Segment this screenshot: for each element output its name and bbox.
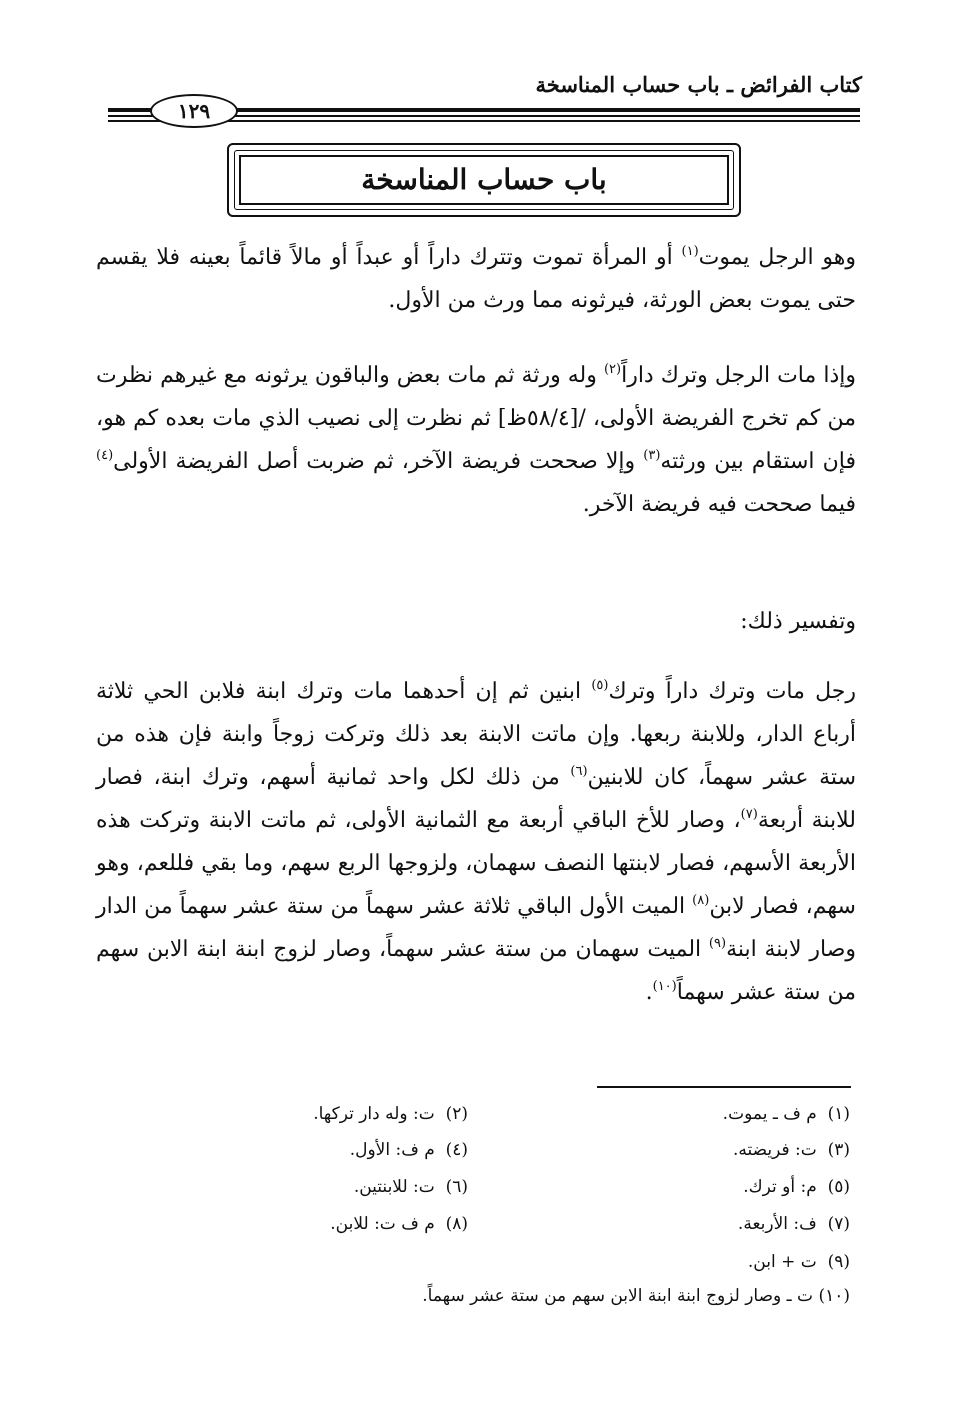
- footnote-text: ت + ابن.: [747, 1252, 817, 1272]
- footnote-ref-3[interactable]: (٣): [643, 448, 661, 463]
- footnote-text: م ف ـ يموت.: [722, 1104, 817, 1124]
- footnote-text: ت: فريضته.: [733, 1140, 817, 1160]
- text-span: .: [645, 980, 653, 1005]
- paragraph-2: [96, 354, 856, 526]
- footnote-ref-8[interactable]: (٨): [692, 893, 710, 908]
- footnote-number: (٣): [827, 1140, 850, 1160]
- footnote-number: (١٠): [818, 1286, 850, 1306]
- footnote-10: [422, 1284, 850, 1308]
- footnote-number: (٦): [445, 1177, 468, 1197]
- text-span: وهو الرجل يموت: [698, 245, 856, 270]
- footnote-9: [748, 1250, 850, 1274]
- footnote-4: [350, 1138, 468, 1162]
- footnote-number: (٧): [827, 1214, 850, 1234]
- chapter-title-frame: [227, 143, 741, 217]
- text-span: رجل مات وترك داراً وترك: [608, 679, 856, 704]
- footnote-ref-7[interactable]: (٧): [740, 807, 758, 822]
- paragraph-3: وتفسير ذلك:: [740, 609, 856, 634]
- page-number: ١٢٩: [150, 94, 238, 128]
- footnote-7: [738, 1212, 850, 1236]
- footnote-5: [743, 1175, 850, 1199]
- text-span: وإلا صححت فريضة الآخر، ثم ضربت أصل الفريضة الأولى: [113, 449, 644, 474]
- footnote-text: ت: للابنتين.: [353, 1177, 435, 1197]
- footnote-text: ت ـ وصار لزوج ابنة ابنة الابن سهم من ستة عشر سهماً.: [422, 1286, 814, 1306]
- footnote-number: (٢): [445, 1104, 468, 1124]
- paragraph-1: [96, 236, 856, 322]
- text-span: الميت الأول الباقي ثلاثة عشر سهماً من ستة عشر سهماً من الدار وصار لابنة ابنة: [96, 894, 857, 962]
- footnote-text: م ف: الأول.: [349, 1140, 435, 1160]
- footnote-ref-5[interactable]: (٥): [591, 678, 609, 693]
- footnote-text: م ف ت: للابن.: [330, 1214, 435, 1234]
- footnote-6: [354, 1175, 468, 1199]
- footnote-number: (٩): [827, 1252, 850, 1272]
- paragraph-4: [96, 670, 856, 1014]
- footnote-1: [723, 1102, 850, 1126]
- footnote-ref-6[interactable]: (٦): [570, 764, 588, 779]
- text-span: وله ورثة ثم مات بعض والباقون يرثونه مع غيرهم نظرت من كم تخرج الفريضة الأولى، /[٥٨/٤ظ] ثم نظرت إلى نصيب الذي مات بعده كم هو، فإن استقام بين ورثته: [96, 363, 856, 474]
- text-span: وإذا مات الرجل وترك داراً: [621, 363, 856, 388]
- footnote-ref-2[interactable]: (٢): [603, 362, 622, 377]
- footnote-2: [313, 1102, 468, 1126]
- text-span: أو المرأة تموت وتترك داراً أو عبداً أو مالاً قائماً بعينه فلا يقسم حتى يموت بعض الورثة، فيرثونه مما ورث من الأول.: [96, 245, 856, 313]
- footnote-number: (٤): [445, 1140, 468, 1160]
- footnote-text: م: أو ترك.: [743, 1177, 817, 1197]
- footnote-separator: [597, 1086, 851, 1088]
- footnote-8: [330, 1212, 468, 1236]
- footnote-ref-10[interactable]: (١٠): [652, 979, 677, 994]
- footnote-3: [733, 1138, 850, 1162]
- running-header: كتاب الفرائض ـ باب حساب المناسخة: [535, 72, 862, 97]
- text-span: ابنين ثم إن أحدهما مات وترك ابنة فلابن الحي ثلاثة أرباع الدار، وللابنة ربعها. وإن ماتت الابنة بعد ذلك وتركت زوجاً وابنة فإن هذه من ستة عشر سهماً، كان للابنين: [96, 679, 856, 790]
- footnote-text: ت: وله دار تركها.: [313, 1104, 435, 1124]
- text-span: فيما صححت فيه فريضة الآخر.: [582, 492, 856, 517]
- footnote-number: (٥): [827, 1177, 850, 1197]
- chapter-title: باب حساب المناسخة: [361, 163, 607, 196]
- text-span: من ذلك لكل واحد ثمانية أسهم، وترك ابنة، فصار للابنة أربعة: [96, 765, 857, 833]
- footnote-ref-4[interactable]: (٤): [96, 448, 114, 463]
- footnote-ref-9[interactable]: (٩): [708, 936, 727, 951]
- footnote-number: (٨): [445, 1214, 468, 1234]
- text-span: ، وصار للأخ الباقي أربعة مع الثمانية الأولى، ثم ماتت الابنة وتركت هذه الأربعة الأسهم، فصار لابنتها النصف سهمان، ولزوجها الربع سهم، وما بقي فللعم، وهو سهم، فصار لابن: [96, 808, 856, 919]
- text-span: الميت سهمان من ستة عشر سهماً، وصار لزوج ابنة ابنة الابن سهم من ستة عشر سهماً: [96, 937, 856, 1005]
- footnote-text: ف: الأربعة.: [737, 1214, 817, 1234]
- footnote-ref-1[interactable]: (١): [681, 244, 699, 259]
- footnote-number: (١): [827, 1104, 850, 1124]
